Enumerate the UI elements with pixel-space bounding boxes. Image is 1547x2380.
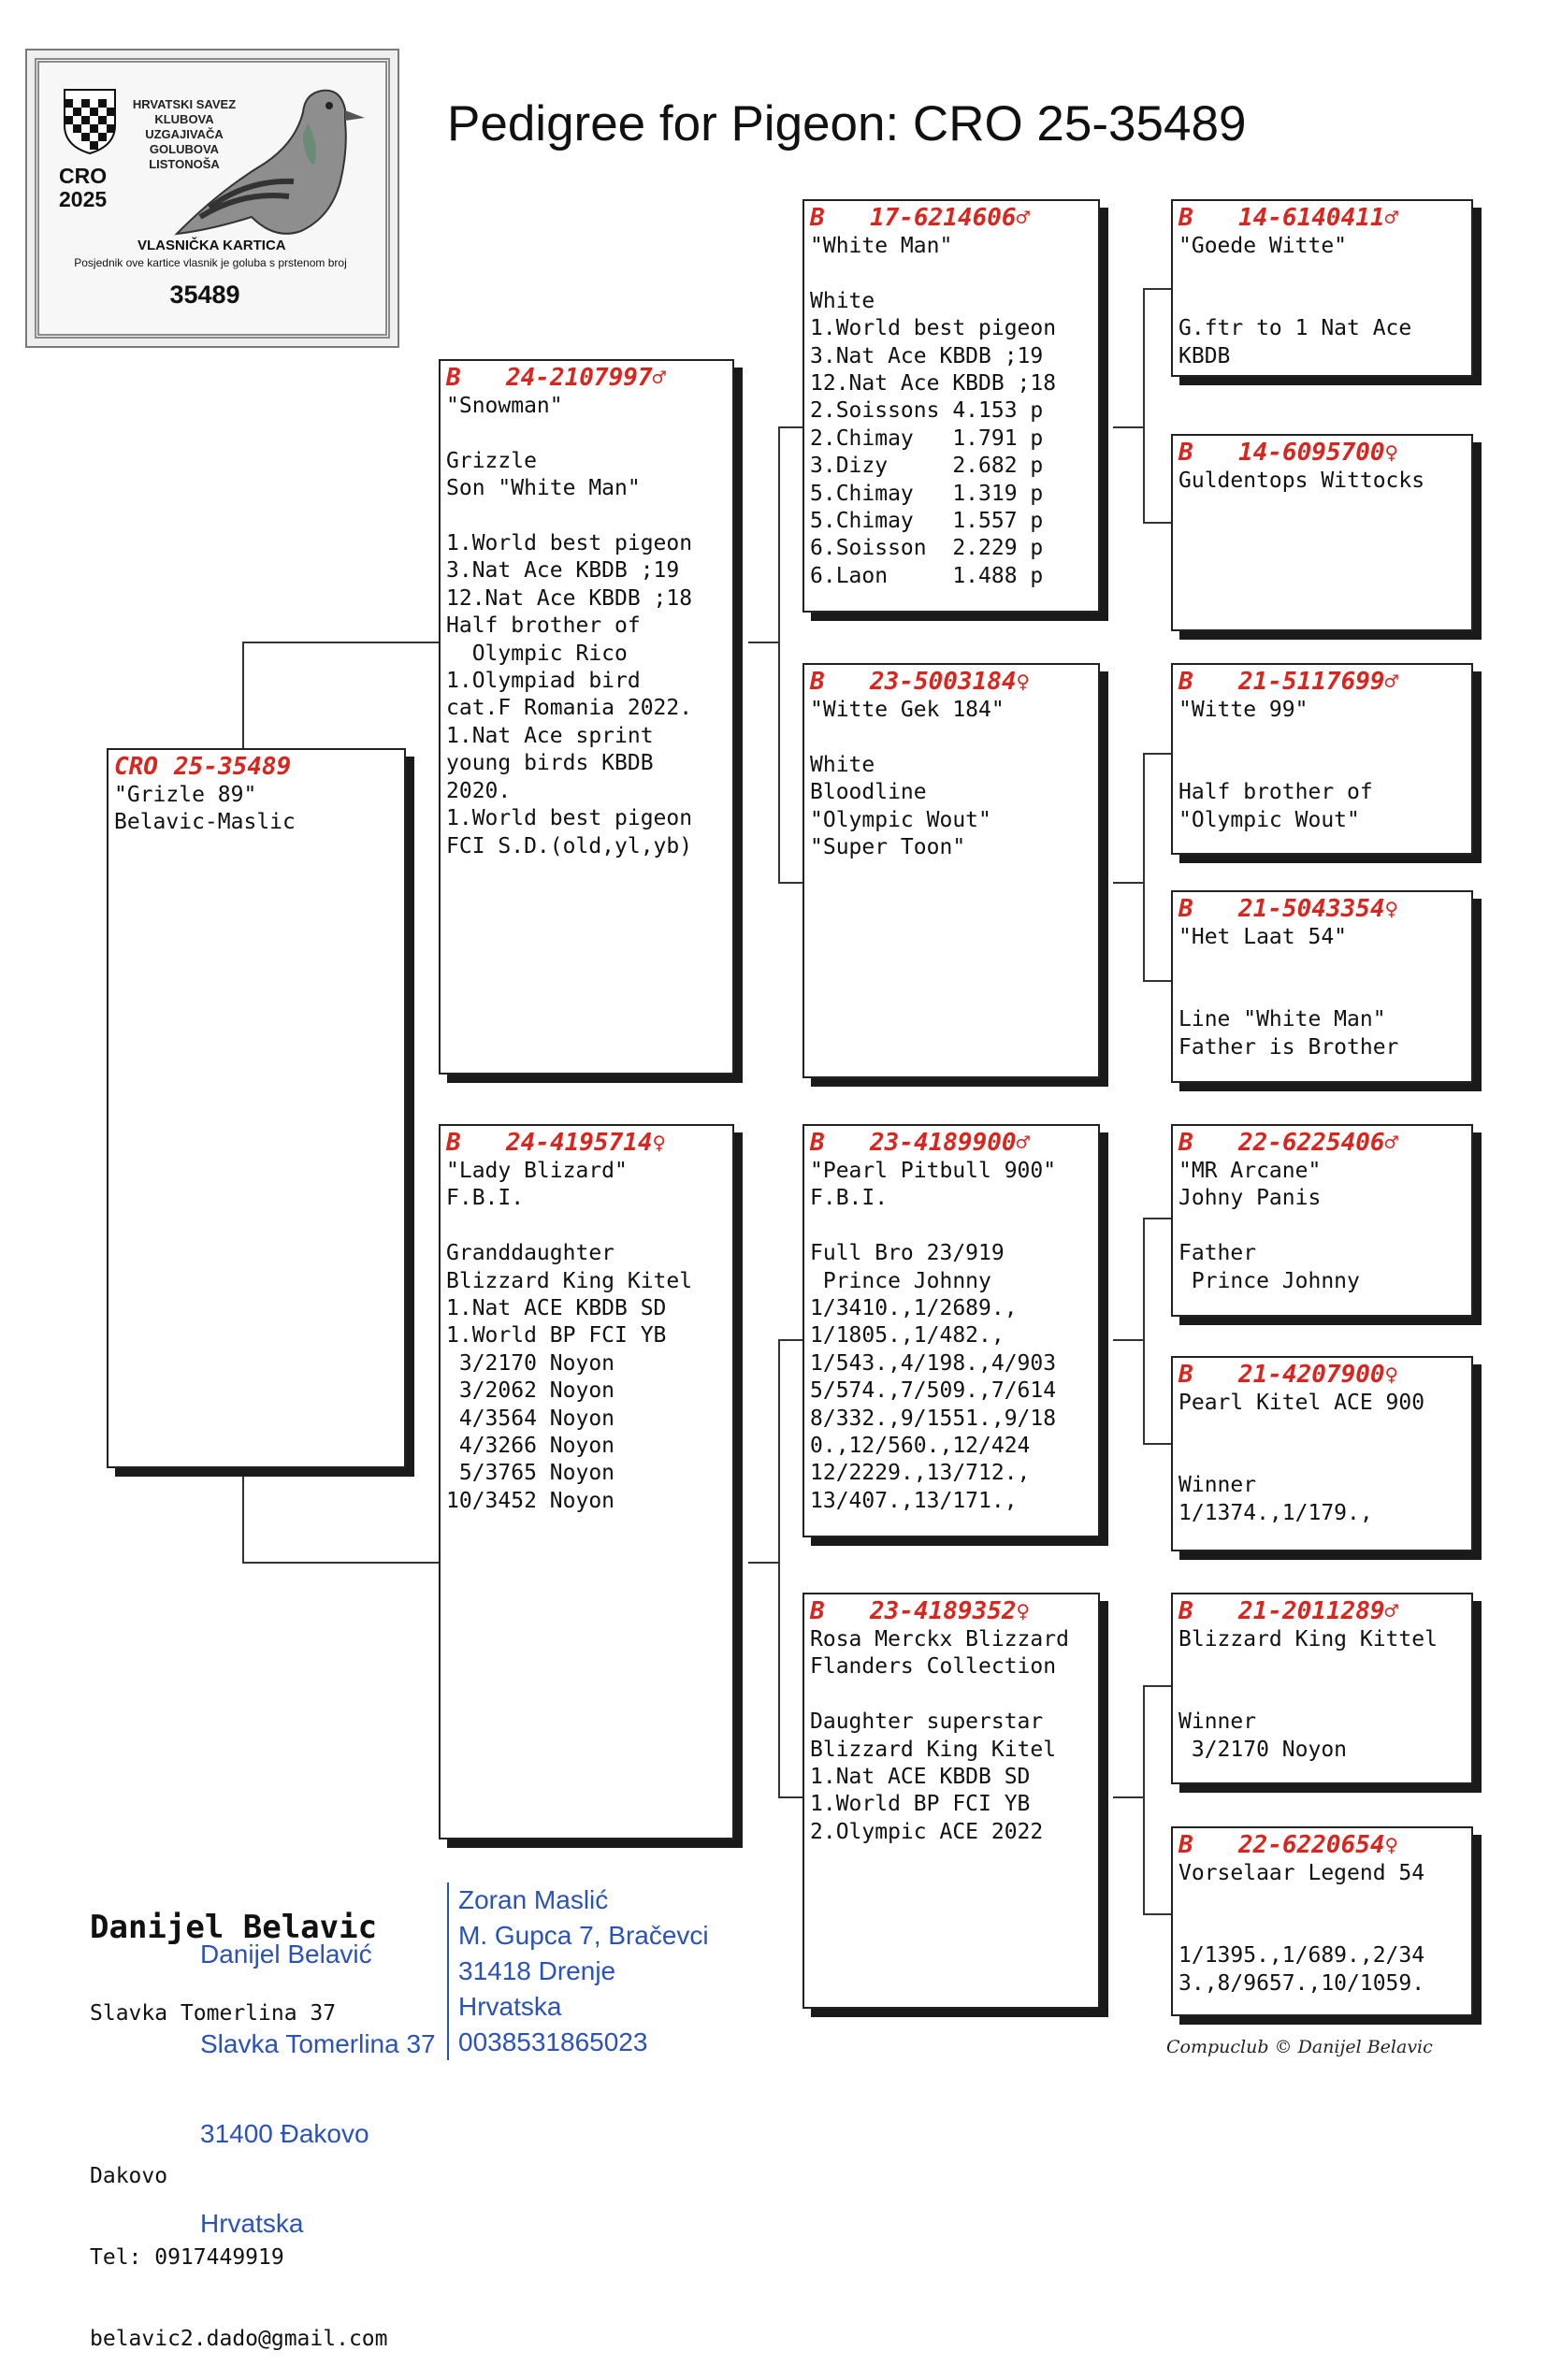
bird-note-line: 1.Nat ACE KBDB SD [810, 1765, 1031, 1790]
bird-note-line: G.ftr to 1 Nat Ace [1178, 316, 1412, 341]
bird-note-line: 1.World best pigeon [446, 806, 693, 831]
bird-note-line: Father is Brother [1178, 1034, 1399, 1060]
bird-note-line: 3/2062 Noyon [446, 1378, 615, 1404]
bird-note-line [1178, 1445, 1466, 1472]
stamp-line: Hrvatska [458, 1992, 562, 2021]
bird-note-line: "Lady Blizard" [446, 1159, 628, 1183]
federation-line: HRVATSKI SAVEZ [132, 97, 237, 111]
federation-line: GOLUBOVA LISTONOŠA [149, 142, 220, 171]
ring-id: 23-4189900 [870, 1129, 1017, 1157]
ownership-card [25, 49, 399, 348]
card-title: VLASNIČKA KARTICA [137, 238, 286, 253]
bird-note-line: "Witte 99" [1178, 698, 1308, 722]
ring-prefix: B [446, 364, 461, 392]
connector-line [1143, 980, 1171, 982]
bird-note-line: 12/2229.,13/712., [810, 1461, 1031, 1486]
connector-line [1143, 1685, 1171, 1687]
bird-note-line: Blizzard King Kittel [1178, 1627, 1438, 1652]
bird-note-line: young birds KBDB [446, 751, 654, 776]
male-icon: ♂ [1384, 1598, 1398, 1624]
dam-dam-sire-box [1171, 1593, 1473, 1784]
copyright-notice: Compuclub © Danijel Belavic [1166, 2037, 1433, 2057]
bird-note-line: "Pearl Pitbull 900" [810, 1159, 1057, 1183]
bird-notes [114, 782, 398, 837]
stamp-line: Zoran Maslić [458, 1885, 609, 1914]
bird-note-line [1178, 260, 1466, 287]
bird-note-line: 1/1395.,1/689.,2/34 [1178, 1943, 1425, 1969]
bird-note-line: Daughter superstar [810, 1709, 1044, 1735]
bird-note-line [1178, 1417, 1466, 1444]
stamp-line: 31418 Drenje [458, 1956, 616, 1985]
connector-line [778, 1339, 802, 1341]
card-year: 2025 [59, 187, 108, 211]
bird-notes [1178, 1626, 1466, 1764]
bird-note-line: Son "White Man" [446, 476, 641, 501]
federation-line: KLUBOVA UZGAJIVAČA [145, 112, 224, 141]
connector-line [1143, 753, 1171, 755]
bird-note-line: "Olympic Wout" [810, 807, 991, 832]
bird-note-line: Prince Johnny [810, 1268, 991, 1293]
bird-note-line: 1.Nat ACE KBDB SD [446, 1296, 667, 1321]
connector-line [1143, 1685, 1145, 1915]
bird-note-line: 1/1374.,1/179., [1178, 1500, 1373, 1525]
bird-note-line: Granddaughter [446, 1241, 615, 1266]
ring-number [810, 203, 1092, 233]
bird-note-line [810, 724, 1092, 751]
connector-line [748, 1562, 780, 1564]
card-country: CRO [59, 164, 108, 188]
bird-note-line: 1/543.,4/198.,4/903 [810, 1350, 1057, 1376]
bird-note-line: 1.Olympiad bird [446, 669, 641, 694]
ring-prefix: B [1178, 1597, 1193, 1625]
ring-number [1178, 1360, 1466, 1390]
ring-id: 21-4207900 [1238, 1361, 1385, 1389]
ring-prefix: B [810, 1129, 825, 1157]
ring-prefix: B [446, 1129, 461, 1157]
dam-box [439, 1124, 734, 1839]
bird-note-line: "Witte Gek 184" [810, 698, 1005, 722]
bird-note-line: 2.Soissons 4.153 p [810, 398, 1044, 424]
ring-prefix: B [1178, 895, 1193, 923]
ring-prefix: CRO [114, 753, 158, 781]
bird-note-line: 1/1805.,1/482., [810, 1323, 1005, 1349]
ring-number [1178, 1596, 1466, 1626]
bird-note-line: Winner [1178, 1473, 1257, 1498]
connector-line [778, 426, 780, 884]
connector-line [242, 642, 244, 748]
ring-id: 17-6214606 [870, 204, 1017, 232]
bird-notes [810, 233, 1092, 590]
male-icon: ♂ [652, 365, 666, 391]
ring-id: 21-5043354 [1238, 895, 1385, 923]
page-title: Pedigree for Pigeon: CRO 25-35489 [447, 96, 1247, 151]
bird-note-line [1178, 979, 1466, 1006]
dam-sire-box [802, 1124, 1100, 1537]
bird-note-line: 2.Chimay 1.791 p [810, 426, 1044, 451]
ring-number [446, 1128, 727, 1158]
female-icon: ♀ [1384, 1832, 1398, 1858]
bird-note-line: cat.F Romania 2022. [446, 696, 693, 721]
ring-number [810, 667, 1092, 697]
bird-notes [1178, 1860, 1466, 1998]
bird-note-line [1178, 1681, 1466, 1709]
connector-line [748, 642, 780, 643]
federation-logo [63, 88, 117, 155]
connector-line [1113, 1339, 1145, 1341]
bird-notes [1178, 1390, 1466, 1527]
breeder-line: belavic2.dado@gmail.com [90, 2327, 388, 2351]
bird-note-line: White [810, 288, 875, 313]
ring-number [114, 752, 398, 782]
bird-note-line: 12.Nat Ace KBDB ;18 [810, 371, 1057, 397]
ring-number [446, 363, 727, 393]
ring-prefix: B [1178, 1831, 1193, 1859]
male-icon: ♂ [1016, 1130, 1030, 1156]
bird-note-line: "Goede Witte" [1178, 234, 1348, 258]
bird-note-line: 1.World BP FCI YB [810, 1792, 1031, 1817]
female-icon: ♀ [652, 1130, 666, 1156]
female-icon: ♀ [1384, 1362, 1398, 1388]
ring-id: 23-4189352 [870, 1597, 1017, 1625]
connector-line [778, 426, 802, 428]
ring-prefix: B [1178, 439, 1193, 467]
stamp-line: 0038531865023 [458, 2027, 648, 2056]
bird-note-line: Bloodline [810, 780, 927, 805]
bird-note-line: 2020. [446, 778, 512, 803]
connector-line [778, 1796, 802, 1798]
female-icon: ♀ [1384, 440, 1398, 466]
female-icon: ♀ [1384, 896, 1398, 922]
breeder-line: Slavka Tomerlina 37 [90, 2001, 337, 2026]
bird-notes [810, 1158, 1092, 1515]
stamp-line: M. Gupca 7, Bračevci [458, 1921, 709, 1950]
bird-note-line: 13/407.,13/171., [810, 1488, 1018, 1513]
sire-box [439, 359, 734, 1075]
subject-bird-box [107, 748, 406, 1468]
connector-line [778, 882, 802, 884]
bird-notes [1178, 233, 1466, 370]
bird-note-line: Flanders Collection [810, 1654, 1057, 1680]
ring-prefix: B [810, 1597, 825, 1625]
dam-sire-dam-box [1171, 1356, 1473, 1551]
ring-id: 24-2107997 [506, 364, 653, 392]
connector-line [1143, 522, 1171, 524]
bird-note-line: Blizzard King Kitel [446, 1268, 693, 1293]
breeder-stamp [200, 1880, 436, 2269]
bird-note-line: 2.Olympic ACE 2022 [810, 1819, 1044, 1844]
bird-notes [446, 1158, 727, 1515]
connector-line [1143, 1913, 1171, 1915]
bird-note-line: 5/3765 Noyon [446, 1461, 615, 1486]
stamp-line: Danijel Belavić [200, 1940, 372, 1969]
bird-note-line: Father [1178, 1241, 1257, 1266]
connector-line [242, 1562, 439, 1564]
bird-note-line [810, 1213, 1092, 1240]
bird-note-line [1178, 951, 1466, 978]
bird-note-line: 6.Soisson 2.229 p [810, 536, 1044, 561]
female-icon: ♀ [1016, 669, 1030, 695]
bird-note-line: Belavic-Maslic [114, 810, 296, 835]
male-icon: ♂ [1384, 205, 1398, 231]
dam-dam-dam-box [1171, 1826, 1473, 2016]
bird-note-line [446, 1213, 727, 1240]
ring-id: 14-6095700 [1238, 439, 1385, 467]
bird-notes [1178, 1158, 1466, 1295]
bird-note-line: Blizzard King Kitel [810, 1737, 1057, 1762]
bird-note-line: "Snowman" [446, 394, 563, 418]
card-owner-note: Posjednik ove kartice vlasnik je goluba s prstenom broj [74, 256, 347, 269]
pigeon-image [153, 77, 387, 245]
bird-note-line: Pearl Kitel ACE 900 [1178, 1391, 1425, 1415]
ring-number [1178, 894, 1466, 924]
bird-note-line: Half brother of [446, 613, 641, 639]
ring-prefix: B [1178, 204, 1193, 232]
connector-line [1143, 753, 1145, 982]
bird-notes [446, 393, 727, 860]
bird-notes [1178, 468, 1466, 495]
bird-note-line: Line "White Man" [1178, 1007, 1386, 1032]
co-owner-stamp [447, 1882, 709, 2060]
bird-note-line: KBDB [1178, 343, 1231, 368]
bird-note-line: 3.,8/9657.,10/1059. [1178, 1970, 1425, 1996]
bird-note-line [810, 1681, 1092, 1709]
sire-sire-sire-box [1171, 199, 1473, 377]
connector-line [1143, 288, 1145, 524]
male-icon: ♂ [1384, 669, 1398, 695]
bird-note-line: Johny Panis [1178, 1186, 1322, 1211]
ring-number [1178, 1830, 1466, 1860]
bird-note-line: 10/3452 Noyon [446, 1488, 615, 1513]
ring-id: 21-2011289 [1238, 1597, 1385, 1625]
ring-prefix: B [1178, 1361, 1193, 1389]
bird-note-line [1178, 1887, 1466, 1914]
bird-note-line: Grizzle [446, 448, 537, 473]
sire-dam-box [802, 663, 1100, 1078]
bird-note-line: 5/574.,7/509.,7/614 [810, 1378, 1057, 1404]
bird-note-line: Prince Johnny [1178, 1268, 1360, 1293]
bird-note-line [1178, 1653, 1466, 1680]
ring-number [810, 1128, 1092, 1158]
sire-sire-dam-box [1171, 434, 1473, 631]
connector-line [1143, 1443, 1171, 1445]
ring-id: 23-5003184 [870, 668, 1017, 696]
bird-note-line [1178, 752, 1466, 779]
bird-note-line [810, 260, 1092, 287]
ring-number [1178, 667, 1466, 697]
sire-dam-dam-box [1171, 890, 1473, 1083]
connector-line [242, 1468, 244, 1564]
bird-notes [1178, 697, 1466, 834]
bird-note-line: 1/3410.,1/2689., [810, 1296, 1018, 1321]
ring-prefix: B [1178, 1129, 1193, 1157]
bird-note-line: 0.,12/560.,12/424 [810, 1434, 1031, 1459]
bird-note-line: 5.Chimay 1.557 p [810, 509, 1044, 534]
bird-note-line: 12.Nat Ace KBDB ;18 [446, 585, 693, 611]
ring-id: 14-6140411 [1238, 204, 1385, 232]
connector-line [778, 1339, 780, 1798]
connector-line [1143, 288, 1171, 290]
ring-number [1178, 438, 1466, 468]
connector-line [1143, 1218, 1145, 1445]
bird-notes [810, 697, 1092, 861]
bird-note-line: 8/332.,9/1551.,9/18 [810, 1406, 1057, 1431]
ring-number [1178, 203, 1466, 233]
bird-note-line: Half brother of [1178, 780, 1373, 805]
bird-note-line: 1.Nat Ace sprint [446, 723, 654, 748]
bird-note-line: "Grizle 89" [114, 783, 257, 807]
breeder-name: Danijel Belavic [90, 1909, 378, 1946]
bird-note-line: 1.World BP FCI YB [446, 1323, 667, 1349]
bird-note-line: Olympic Rico [446, 641, 628, 666]
connector-line [1143, 1218, 1171, 1219]
female-icon: ♀ [1016, 1598, 1030, 1624]
bird-note-line: "Olympic Wout" [1178, 807, 1360, 832]
ring-id: 25-35489 [174, 753, 292, 781]
bird-notes [1178, 924, 1466, 1061]
bird-note-line: Vorselaar Legend 54 [1178, 1861, 1425, 1885]
bird-note-line: 4/3266 Noyon [446, 1434, 615, 1459]
connector-line [1113, 882, 1145, 884]
bird-note-line: F.B.I. [810, 1186, 889, 1211]
stamp-line: Slavka Tomerlina 37 [200, 2029, 436, 2058]
connector-line [1113, 1796, 1145, 1798]
bird-note-line: "Het Laat 54" [1178, 925, 1348, 949]
connector-line [242, 642, 439, 643]
bird-note-line: Full Bro 23/919 [810, 1241, 1005, 1266]
bird-note-line: 3.Nat Ace KBDB ;19 [810, 343, 1044, 368]
bird-note-line: "White Man" [810, 234, 953, 258]
bird-note-line: F.B.I. [446, 1186, 525, 1211]
dam-dam-box [802, 1593, 1100, 2009]
breeder-line: Tel: 0917449919 [90, 2245, 284, 2270]
bird-note-line: 3/2170 Noyon [1178, 1737, 1348, 1762]
bird-note-line [1178, 1213, 1466, 1240]
bird-note-line: 1.World best pigeon [810, 316, 1057, 341]
ring-id: 22-6220654 [1238, 1831, 1385, 1859]
bird-note-line: 1.World best pigeon [446, 531, 693, 556]
ring-number [1178, 1128, 1466, 1158]
sire-dam-sire-box [1171, 663, 1473, 855]
bird-note-line: "Super Toon" [810, 835, 966, 860]
bird-note-line: 5.Chimay 1.319 p [810, 481, 1044, 506]
male-icon: ♂ [1384, 1130, 1398, 1156]
ring-id: 22-6225406 [1238, 1129, 1385, 1157]
bird-note-line: 3.Dizy 2.682 p [810, 454, 1044, 479]
bird-note-line: "MR Arcane" [1178, 1159, 1322, 1183]
bird-note-line: Guldentops Wittocks [1178, 469, 1425, 493]
ring-prefix: B [1178, 668, 1193, 696]
male-icon: ♂ [1016, 205, 1030, 231]
dam-sire-sire-box [1171, 1124, 1473, 1317]
bird-note-line: 3.Nat Ace KBDB ;19 [446, 558, 680, 584]
bird-note-line: 4/3564 Noyon [446, 1406, 615, 1431]
bird-note-line: 6.Laon 1.488 p [810, 563, 1044, 588]
ring-prefix: B [810, 204, 825, 232]
bird-note-line [1178, 724, 1466, 751]
bird-note-line: FCI S.D.(old,yl,yb) [446, 833, 693, 858]
bird-notes [810, 1626, 1092, 1846]
bird-note-line: Rosa Merckx Blizzard [810, 1627, 1069, 1652]
stamp-line: 31400 Đakovo [200, 2119, 369, 2148]
bird-note-line [1178, 288, 1466, 315]
card-number: 35489 [169, 281, 240, 309]
bird-note-line [446, 420, 727, 447]
sire-sire-box [802, 199, 1100, 613]
ring-number [810, 1596, 1092, 1626]
bird-note-line [1178, 1915, 1466, 1942]
bird-note-line: Winner [1178, 1709, 1257, 1735]
breeder-line: Dakovo [90, 2164, 168, 2188]
card-country-year [59, 165, 107, 211]
bird-note-line: White [810, 752, 875, 777]
ring-id: 24-4195714 [506, 1129, 653, 1157]
bird-note-line: 3/2170 Noyon [446, 1350, 615, 1376]
stamp-line: Hrvatska [200, 2209, 304, 2238]
ring-prefix: B [810, 668, 825, 696]
ring-id: 21-5117699 [1238, 668, 1385, 696]
connector-line [1113, 426, 1145, 428]
bird-note-line [446, 503, 727, 530]
